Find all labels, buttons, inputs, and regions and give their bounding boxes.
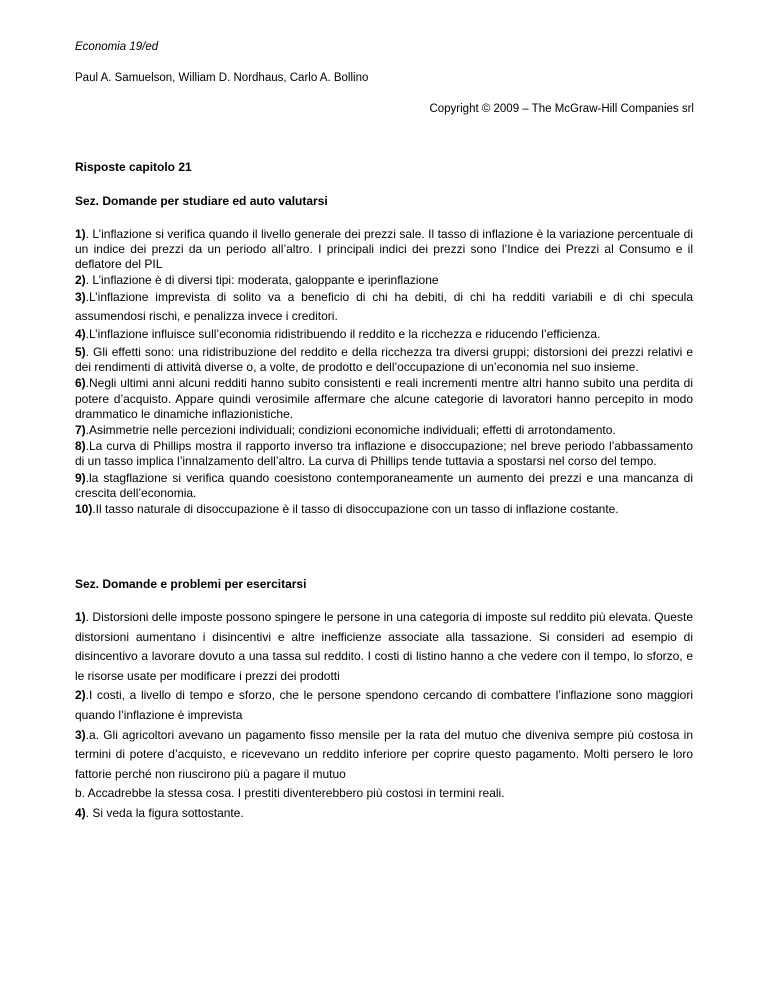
authors-line: Paul A. Samuelson, William D. Nordhaus, Carlo A. Bollino bbox=[75, 72, 369, 84]
answer-item bbox=[75, 273, 693, 288]
answer-text: .L’inflazione influisce sull’economia ridistribuendo il reddito e la ricchezza e riducendo l’efficienza. bbox=[85, 326, 601, 341]
answer-item bbox=[75, 423, 693, 438]
answer-number: 1) bbox=[75, 610, 86, 624]
section1-answers bbox=[75, 227, 693, 517]
answer-text: .la stagflazione si verifica quando coesistono contemporaneamente un aumento dei prezzi e una mancanza di crescita dell’economia. bbox=[75, 470, 693, 500]
answer-number: 9) bbox=[75, 470, 86, 485]
answer-number: 1) bbox=[75, 227, 86, 241]
answer-number: 3) bbox=[75, 727, 86, 742]
answer-item bbox=[75, 804, 693, 824]
answer-text: .a. Gli agricoltori avevano un pagamento fisso mensile per la rata del mutuo che diveniva sempre più costosa in termini di potere d’acquisto, e ricevevano un reddito inferiore per coprire questo pagamento. Molti persero le loro fattorie perché non riuscirono più a pagare il mutuo bbox=[75, 727, 693, 781]
answer-number: 4) bbox=[75, 805, 86, 820]
answer-item bbox=[75, 439, 693, 469]
answer-number: 4) bbox=[75, 326, 86, 341]
answer-item bbox=[75, 784, 693, 804]
answer-item bbox=[75, 227, 693, 273]
answer-text: .Il tasso naturale di disoccupazione è il tasso di disoccupazione con un tasso di inflazione costante. bbox=[92, 502, 619, 517]
answer-text: .Asimmetrie nelle percezioni individuali; condizioni economiche individuali; effetti di arrotondamento. bbox=[85, 423, 616, 438]
answer-item bbox=[75, 726, 693, 785]
answer-item bbox=[75, 376, 693, 422]
answer-number: 5) bbox=[75, 345, 86, 360]
chapter-title: Risposte capitolo 21 bbox=[75, 160, 192, 174]
book-title: Economia 19/ed bbox=[75, 41, 159, 53]
answer-item bbox=[75, 345, 693, 375]
section2-title: Sez. Domande e problemi per esercitarsi bbox=[75, 577, 307, 591]
answer-number: 2) bbox=[75, 272, 86, 287]
answer-item bbox=[75, 327, 693, 342]
section2-answers bbox=[75, 608, 693, 824]
answer-text: . Si veda la figura sottostante. bbox=[85, 805, 244, 820]
copyright-line: Copyright © 2009 – The McGraw-Hill Companies srl bbox=[429, 103, 694, 115]
answer-number: 3) bbox=[75, 289, 86, 304]
section1-title: Sez. Domande per studiare ed auto valutarsi bbox=[75, 194, 328, 208]
answer-number: 2) bbox=[75, 688, 86, 703]
answer-item bbox=[75, 502, 693, 517]
answer-text: . Gli effetti sono: una ridistribuzione del reddito e della ricchezza tra diversi gruppi; distorsioni dei prezzi relativi e dei rendimenti di attività diverse o, a volte, de prodotto e dell’occupazione di un’economia nel suo insieme. bbox=[75, 345, 693, 375]
answer-item bbox=[75, 608, 693, 686]
answer-text: b. Accadrebbe la stessa cosa. I prestiti diventerebbero più costosi in termini reali. bbox=[75, 786, 505, 801]
answer-number: 7) bbox=[75, 423, 86, 438]
answer-text: .I costi, a livello di tempo e sforzo, che le persone spendono cercando di combattere l’inflazione sono maggiori quando l’inflazione è imprevista bbox=[75, 688, 693, 722]
answer-number: 6) bbox=[75, 376, 86, 391]
answer-number: 8) bbox=[75, 439, 86, 454]
answer-text: . L’inflazione si verifica quando il livello generale dei prezzi sale. Il tasso di inflazione è la variazione percentuale di un indice dei prezzi da un periodo all’altro. I principali indici dei prezzi sono l’Indice dei Prezzi al Consumo e il deflatore del PIL bbox=[75, 227, 693, 272]
answer-text: . Distorsioni delle imposte possono spingere le persone in una categoria di imposte sul reddito più elevata. Queste distorsioni aumentano i disincentivi e altre inefficienze associate alla tassazione. Si consideri ad esempio di disincentivo a lavorare dovuto a una tassa sul reddito. I costi di listino hanno a che vedere con il tempo, lo sforzo, e le risorse usate per modificare i prezzi dei prodotti bbox=[75, 610, 693, 683]
answer-item bbox=[75, 471, 693, 501]
answer-number: 10) bbox=[75, 502, 93, 517]
answer-text: .La curva di Phillips mostra il rapporto inverso tra inflazione e disoccupazione; nel breve periodo l’abbassamento di un tasso implica l’innalzamento dell’altro. La curva di Phillips tende tuttavia a spostarsi nel corso del tempo. bbox=[75, 439, 693, 469]
answer-text: .Negli ultimi anni alcuni redditi hanno subito consistenti e reali incrementi mentre altri hanno subito una perdita di potere d’acquisto. Appare quindi verosimile affermare che alcune categorie di lavoratori hanno percepito in modo drammatico le dinamiche inflazionistiche. bbox=[75, 376, 693, 421]
answer-text: . L’inflazione è di diversi tipi: moderata, galoppante e iperinflazione bbox=[85, 272, 439, 287]
answer-item bbox=[75, 288, 693, 326]
answer-text: .L’inflazione imprevista di solito va a beneficio di chi ha debiti, di chi ha redditi variabili e di chi specula assumendosi rischi, e penalizza invece i creditori. bbox=[75, 289, 693, 323]
answer-item bbox=[75, 686, 693, 725]
